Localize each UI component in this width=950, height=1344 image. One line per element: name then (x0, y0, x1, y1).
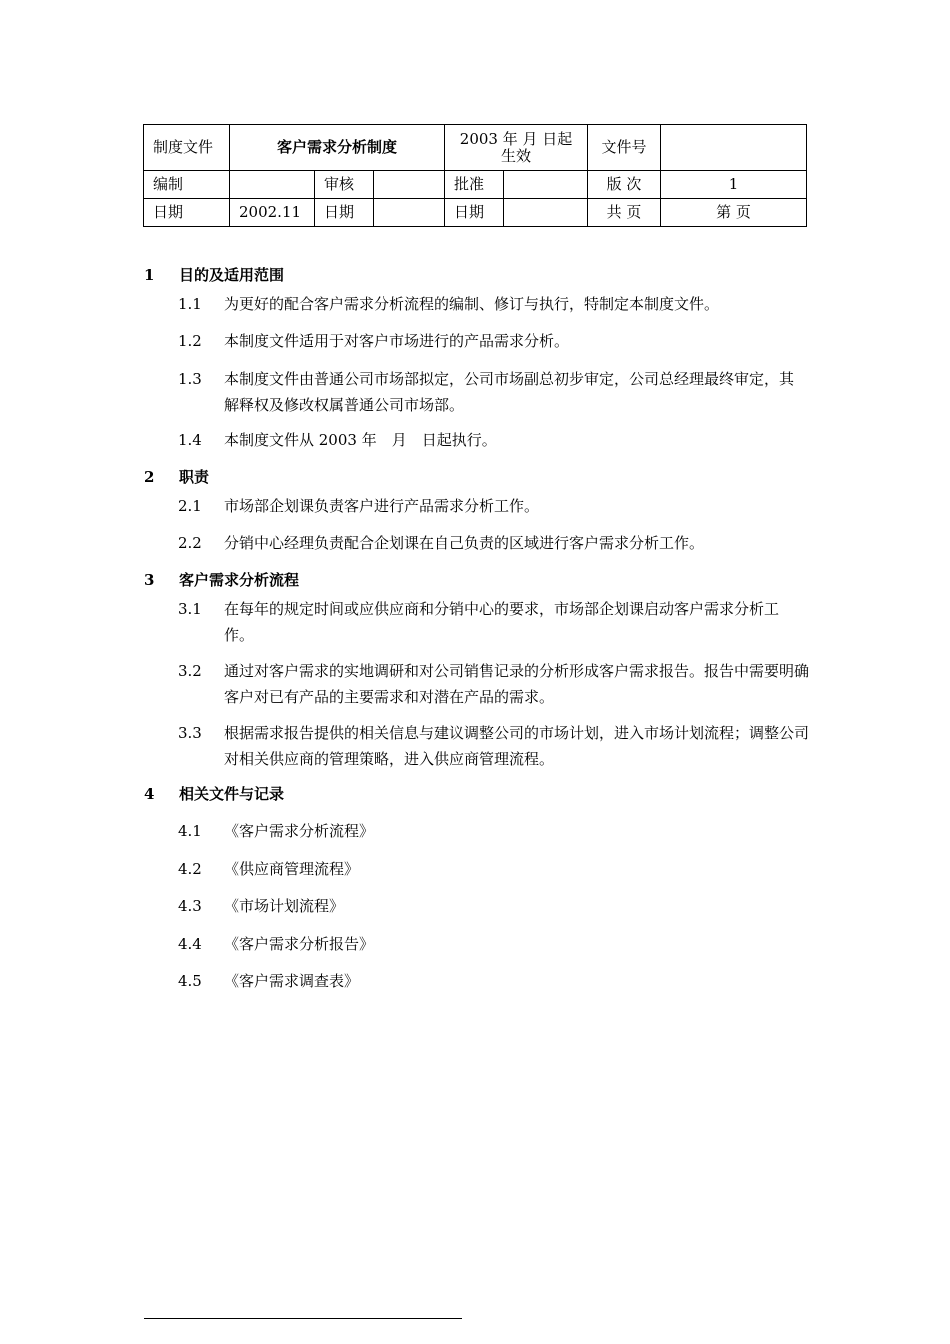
effective-date: 2003 年 月 日起生效 (445, 125, 588, 171)
review-date-value (374, 199, 445, 227)
item-text: 本制度文件适用于对客户市场进行的产品需求分析。 (224, 332, 570, 350)
footnote-divider (144, 1318, 462, 1319)
item-number: 3.3 (178, 724, 202, 742)
doc-type-label: 制度文件 (144, 125, 230, 171)
doc-title: 客户需求分析制度 (230, 125, 445, 171)
total-pages: 共 页 (588, 199, 661, 227)
section-number: 4 (144, 785, 155, 803)
version-value: 1 (661, 171, 807, 199)
item-number: 4.5 (178, 972, 202, 990)
item-number: 3.2 (178, 662, 202, 680)
item-text: 《客户需求分析流程》 (224, 822, 375, 840)
item-text: 分销中心经理负责配合企划课在自己负责的区域进行客户需求分析工作。 (224, 534, 705, 552)
item-number: 4.3 (178, 897, 202, 915)
item-number: 2.2 (178, 534, 202, 552)
item-number: 2.1 (178, 497, 202, 515)
item-number: 4.4 (178, 935, 202, 953)
section-title: 目的及适用范围 (179, 266, 285, 284)
document-header-table (143, 124, 807, 227)
page-number: 第 页 (661, 199, 807, 227)
item-text: 为更好的配合客户需求分析流程的编制、修订与执行，特制定本制度文件。 (224, 295, 720, 313)
item-text: 通过对客户需求的实地调研和对公司销售记录的分析形成客户需求报告。报告中需要明确客户对已有产品的主要需求和对潜在产品的需求。 (224, 662, 810, 706)
approve-date-label: 日期 (445, 199, 504, 227)
item-text: 在每年的规定时间或应供应商和分销中心的要求，市场部企划课启动客户需求分析工作。 (224, 600, 780, 644)
item-text: 《市场计划流程》 (224, 897, 345, 915)
item-text: 《供应商管理流程》 (224, 860, 360, 878)
doc-number-value (661, 125, 807, 171)
date-label: 日期 (144, 199, 230, 227)
section-number: 2 (144, 468, 155, 486)
approve-label: 批准 (445, 171, 504, 199)
section-number: 1 (144, 266, 155, 284)
section-number: 3 (144, 571, 155, 589)
item-number: 3.1 (178, 600, 202, 618)
item-number: 4.2 (178, 860, 202, 878)
compile-value (230, 171, 315, 199)
item-text: 《客户需求分析报告》 (224, 935, 375, 953)
section-title: 职责 (179, 468, 210, 486)
compile-label: 编制 (144, 171, 230, 199)
item-text: 本制度文件从 2003 年 月 日起执行。 (224, 431, 497, 449)
review-label: 审核 (315, 171, 374, 199)
item-number: 4.1 (178, 822, 202, 840)
date-value: 2002.11 (230, 199, 315, 227)
doc-number-label: 文件号 (588, 125, 661, 171)
item-text: 根据需求报告提供的相关信息与建议调整公司的市场计划，进入市场计划流程；调整公司对相关供应商的管理策略，进入供应商管理流程。 (224, 724, 810, 768)
item-number: 1.4 (178, 431, 202, 449)
item-text: 本制度文件由普通公司市场部拟定，公司市场副总初步审定，公司总经理最终审定，其解释权及修改权属普通公司市场部。 (224, 370, 795, 414)
approve-value (504, 171, 588, 199)
approve-date-value (504, 199, 588, 227)
section-title: 客户需求分析流程 (179, 571, 300, 589)
review-date-label: 日期 (315, 199, 374, 227)
item-text: 市场部企划课负责客户进行产品需求分析工作。 (224, 497, 540, 515)
item-number: 1.2 (178, 332, 202, 350)
item-number: 1.1 (178, 295, 202, 313)
review-value (374, 171, 445, 199)
item-text: 《客户需求调查表》 (224, 972, 360, 990)
section-title: 相关文件与记录 (179, 785, 285, 803)
item-number: 1.3 (178, 370, 202, 388)
version-label: 版 次 (588, 171, 661, 199)
